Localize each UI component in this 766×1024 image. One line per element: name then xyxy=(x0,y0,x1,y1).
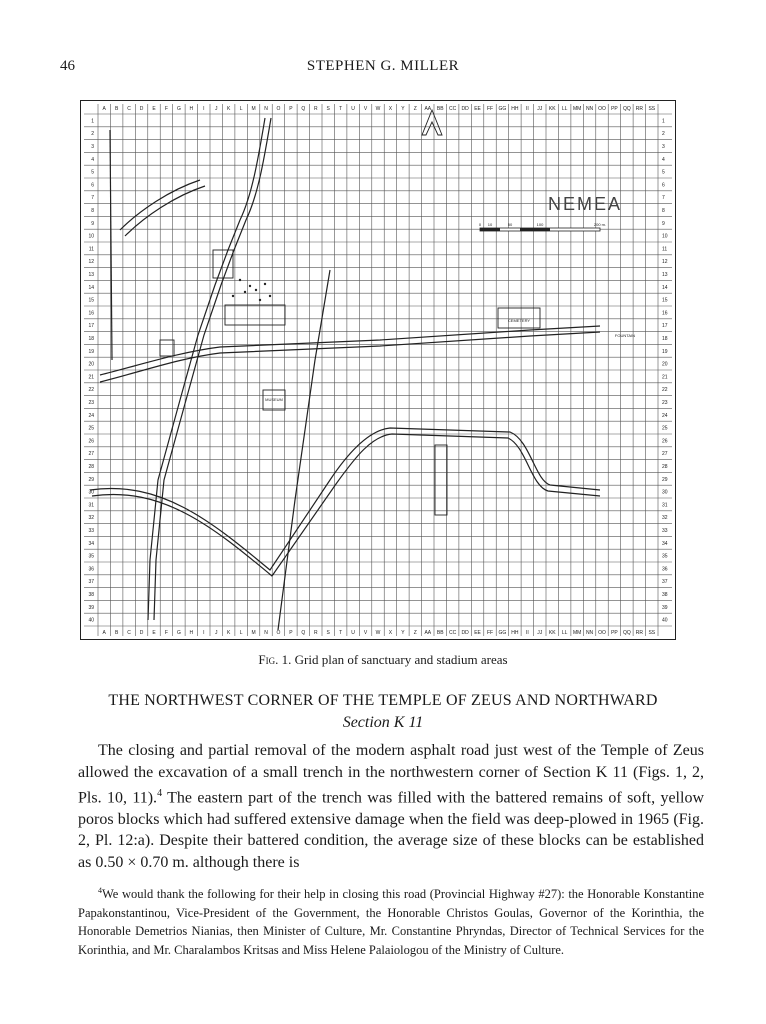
column-label-top: QQ xyxy=(622,106,631,112)
column-label-top: EE xyxy=(474,106,481,112)
row-label-left: 37 xyxy=(88,579,94,586)
row-label-right: 39 xyxy=(662,604,668,611)
column-label-bottom: M xyxy=(251,630,256,636)
fountain-label: FOUNTAIN xyxy=(614,333,636,338)
column-label-bottom: A xyxy=(102,630,106,636)
column-label-top: OO xyxy=(598,106,606,112)
column-label-top: A xyxy=(102,106,106,112)
row-label-right: 28 xyxy=(662,464,668,470)
column-label-top: Y xyxy=(401,106,405,112)
column-label-bottom: Z xyxy=(413,630,417,636)
figure-caption xyxy=(0,652,766,668)
row-label-left: 11 xyxy=(88,246,94,253)
body-paragraph xyxy=(78,740,704,873)
row-label-right: 3 xyxy=(662,144,665,150)
column-label-bottom: II xyxy=(525,630,529,636)
column-label-bottom: T xyxy=(339,630,343,636)
column-label-top: BB xyxy=(436,106,444,112)
column-label-bottom: E xyxy=(152,630,156,636)
column-label-top: P xyxy=(289,106,293,112)
column-label-top: AA xyxy=(424,106,432,112)
row-label-right: 36 xyxy=(662,566,668,573)
row-label-right: 29 xyxy=(662,476,668,483)
footnote-text: We would thank the following for their help in closing this road (Provincial Highway #27): the Honorable Konstantine Papakonstantinou, Vice-President of the Government, the Honorable Christos Goulas, Governor of the Korinthia, the Honorable Demetrios Nianias, then Minister of Culture, Mr. Constantine Phryndas, Director of Technical Services for the Korinthia, and Mr. Charalambos Kritsas and Miss Helene Palaiologou of the Ministry of Culture. xyxy=(78,887,704,957)
row-label-right: 22 xyxy=(662,387,668,394)
row-label-left: 1 xyxy=(91,118,94,125)
row-label-right: 13 xyxy=(662,272,668,278)
column-label-top: SS xyxy=(648,106,656,112)
row-label-left: 26 xyxy=(88,438,94,445)
column-label-top: I xyxy=(203,106,205,112)
column-label-top: Q xyxy=(301,106,306,112)
column-label-top: U xyxy=(351,106,355,112)
row-label-right: 6 xyxy=(662,182,665,189)
column-label-top: J xyxy=(214,106,218,112)
column-label-bottom: CC xyxy=(449,630,457,636)
row-label-right: 27 xyxy=(662,451,668,458)
row-label-left: 6 xyxy=(91,182,94,189)
column-label-bottom: U xyxy=(351,630,355,636)
column-label-top: L xyxy=(239,106,243,112)
column-label-top: KK xyxy=(548,106,556,112)
column-label-top: D xyxy=(139,106,144,112)
row-label-right: 12 xyxy=(662,259,668,266)
column-label-bottom: NN xyxy=(585,630,594,636)
scale-label-100: 100 xyxy=(536,222,544,227)
row-label-left: 16 xyxy=(88,310,94,317)
column-label-bottom: F xyxy=(164,630,168,636)
column-label-bottom: QQ xyxy=(622,630,631,636)
column-label-top: NN xyxy=(585,106,594,112)
row-label-right: 15 xyxy=(662,297,668,304)
body-text-start: The closing and partial removal of the modern asphalt road just west of the Temple of Zeus allowed the excavation of a small trench in the northwestern corner of Section K 11 (Figs. 1, 2, Pls. 10, 11). xyxy=(78,742,704,807)
column-label-top: II xyxy=(525,106,529,112)
row-label-right: 40 xyxy=(662,617,668,624)
column-label-top: LL xyxy=(561,106,568,112)
row-label-right: 31 xyxy=(662,502,668,509)
column-label-bottom: KK xyxy=(548,630,556,636)
row-label-right: 24 xyxy=(662,412,668,419)
column-label-top: G xyxy=(176,106,181,112)
row-label-left: 27 xyxy=(88,451,94,458)
column-label-top: FF xyxy=(486,106,494,112)
column-label-top: GG xyxy=(498,106,507,112)
scale-label-0: 0 xyxy=(478,222,482,227)
row-label-right: 14 xyxy=(662,284,668,291)
column-label-top: M xyxy=(251,106,256,112)
column-label-bottom: O xyxy=(276,630,281,636)
row-label-right: 8 xyxy=(662,208,665,214)
row-label-left: 21 xyxy=(88,374,94,381)
section-subtitle: Section K 11 xyxy=(342,714,424,731)
column-label-top: B xyxy=(114,106,119,112)
row-label-left: 29 xyxy=(88,476,94,483)
column-label-bottom: L xyxy=(239,630,243,636)
row-label-left: 20 xyxy=(88,361,94,368)
row-label-right: 5 xyxy=(662,169,665,176)
row-label-left: 3 xyxy=(91,144,94,150)
row-label-left: 10 xyxy=(88,233,94,240)
column-label-top: C xyxy=(127,106,131,112)
column-label-top: JJ xyxy=(537,106,543,112)
row-label-left: 5 xyxy=(91,169,94,176)
row-label-left: 32 xyxy=(88,515,94,522)
column-label-top: W xyxy=(375,106,381,112)
column-label-bottom: V xyxy=(363,630,368,636)
column-label-bottom: PP xyxy=(611,630,618,636)
running-head: STEPHEN G. MILLER xyxy=(306,58,460,74)
column-label-bottom: OO xyxy=(598,630,606,636)
row-label-left: 9 xyxy=(91,220,94,227)
museum-label: MUSEUM xyxy=(265,397,283,402)
row-label-right: 21 xyxy=(662,374,668,381)
row-label-right: 26 xyxy=(662,438,668,445)
row-label-right: 33 xyxy=(662,528,668,534)
column-label-bottom: B xyxy=(114,630,119,636)
row-label-left: 39 xyxy=(88,604,94,611)
row-label-left: 12 xyxy=(88,259,94,266)
row-label-right: 32 xyxy=(662,515,668,522)
column-label-top: N xyxy=(264,106,268,112)
column-label-bottom: RR xyxy=(635,630,643,636)
row-label-right: 25 xyxy=(662,425,668,432)
column-label-bottom: HH xyxy=(511,630,519,636)
row-label-right: 37 xyxy=(662,579,668,586)
column-label-top: DD xyxy=(461,106,469,112)
column-label-bottom: C xyxy=(127,630,131,636)
column-label-bottom: BB xyxy=(436,630,444,636)
column-label-top: T xyxy=(339,106,343,112)
row-label-right: 9 xyxy=(662,220,665,227)
column-label-top: RR xyxy=(635,106,643,112)
row-label-left: 31 xyxy=(88,502,94,509)
column-label-top: HH xyxy=(511,106,519,112)
scale-label-200: 200 m. xyxy=(593,222,607,227)
cemetery-label: CEMETERY xyxy=(507,318,531,323)
column-label-bottom: Q xyxy=(301,630,306,636)
row-label-left: 30 xyxy=(88,489,94,496)
caption-text: Grid plan of sanctuary and stadium areas xyxy=(294,652,508,667)
column-label-top: R xyxy=(313,106,318,112)
row-label-left: 22 xyxy=(88,387,94,394)
column-label-bottom: R xyxy=(313,630,318,636)
row-label-left: 34 xyxy=(88,540,94,547)
column-label-top: K xyxy=(226,106,231,112)
row-label-left: 33 xyxy=(88,528,94,534)
column-label-bottom: X xyxy=(388,630,393,636)
row-label-left: 38 xyxy=(88,592,94,598)
column-label-top: PP xyxy=(611,106,618,112)
row-label-left: 25 xyxy=(88,425,94,432)
column-label-top: CC xyxy=(449,106,457,112)
row-label-left: 15 xyxy=(88,297,94,304)
column-label-bottom: AA xyxy=(424,630,432,636)
row-label-left: 14 xyxy=(88,284,94,291)
column-label-bottom: I xyxy=(203,630,205,636)
row-label-right: 34 xyxy=(662,540,668,547)
row-label-right: 16 xyxy=(662,310,668,317)
footnote xyxy=(78,882,704,959)
column-label-top: O xyxy=(276,106,281,112)
column-label-bottom: N xyxy=(264,630,268,636)
footnote-number: 4 xyxy=(98,886,102,895)
row-label-left: 23 xyxy=(88,400,94,406)
column-label-bottom: W xyxy=(375,630,381,636)
grid-plan-map xyxy=(80,100,676,640)
column-label-bottom: GG xyxy=(498,630,507,636)
row-label-left: 36 xyxy=(88,566,94,573)
column-label-bottom: FF xyxy=(486,630,494,636)
row-label-right: 20 xyxy=(662,361,668,368)
column-label-top: H xyxy=(189,106,194,112)
row-label-right: 2 xyxy=(662,131,665,138)
row-label-right: 19 xyxy=(662,348,668,355)
section-title: THE NORTHWEST CORNER OF THE TEMPLE OF ZEUS AND NORTHWARD xyxy=(108,692,658,709)
row-label-left: 28 xyxy=(88,464,94,470)
row-label-right: 11 xyxy=(662,246,668,253)
row-label-left: 7 xyxy=(91,195,94,202)
column-label-top: F xyxy=(164,106,168,112)
row-label-right: 30 xyxy=(662,489,668,496)
column-label-bottom: LL xyxy=(561,630,568,636)
row-label-right: 4 xyxy=(662,156,665,163)
row-label-left: 18 xyxy=(88,336,94,342)
row-label-right: 10 xyxy=(662,233,668,240)
row-label-right: 23 xyxy=(662,400,668,406)
row-label-right: 7 xyxy=(662,195,665,202)
row-label-left: 17 xyxy=(88,323,94,330)
caption-prefix: Fig. 1. xyxy=(258,652,292,667)
page-number: 46 xyxy=(60,58,75,74)
grid-plan-figure xyxy=(80,100,676,640)
row-label-right: 1 xyxy=(662,118,665,125)
row-label-left: 40 xyxy=(88,617,94,624)
column-label-bottom: JJ xyxy=(537,630,543,636)
column-label-bottom: Y xyxy=(401,630,405,636)
column-label-bottom: D xyxy=(139,630,144,636)
row-label-right: 38 xyxy=(662,592,668,598)
body-text-end: The eastern part of the trench was filled with the battered remains of soft, yellow poros blocks which had suffered extensive damage when the field was deep-plowed in 1965 (Fig. 2, Pl. 12:a). Despite their battered condition, the average size of these blocks can be established as 0.50 × 0.70 m. although there is xyxy=(78,789,704,871)
column-label-bottom: H xyxy=(189,630,194,636)
column-label-bottom: K xyxy=(226,630,231,636)
column-label-top: MM xyxy=(572,106,582,112)
column-label-top: V xyxy=(363,106,368,112)
column-label-bottom: J xyxy=(214,630,218,636)
row-label-left: 13 xyxy=(88,272,94,278)
scale-label-10: 10 xyxy=(487,222,493,227)
scale-label-50: 50 xyxy=(507,222,513,227)
row-label-right: 18 xyxy=(662,336,668,342)
row-label-right: 35 xyxy=(662,553,668,560)
row-label-right: 17 xyxy=(662,323,668,330)
column-label-top: S xyxy=(326,106,330,112)
column-label-top: X xyxy=(388,106,393,112)
row-label-left: 2 xyxy=(91,131,94,138)
column-label-bottom: G xyxy=(176,630,181,636)
column-label-bottom: EE xyxy=(474,630,481,636)
column-label-top: Z xyxy=(413,106,417,112)
column-label-bottom: DD xyxy=(461,630,469,636)
column-label-bottom: P xyxy=(289,630,293,636)
column-label-bottom: SS xyxy=(648,630,656,636)
footnote-reference: 4 xyxy=(157,788,163,799)
column-label-top: E xyxy=(152,106,156,112)
site-label: NEMEA xyxy=(548,194,623,214)
row-label-left: 19 xyxy=(88,348,94,355)
row-label-left: 4 xyxy=(91,156,94,163)
column-label-bottom: S xyxy=(326,630,330,636)
row-label-left: 35 xyxy=(88,553,94,560)
row-label-left: 8 xyxy=(91,208,94,214)
column-label-bottom: MM xyxy=(572,630,582,636)
row-label-left: 24 xyxy=(88,412,94,419)
